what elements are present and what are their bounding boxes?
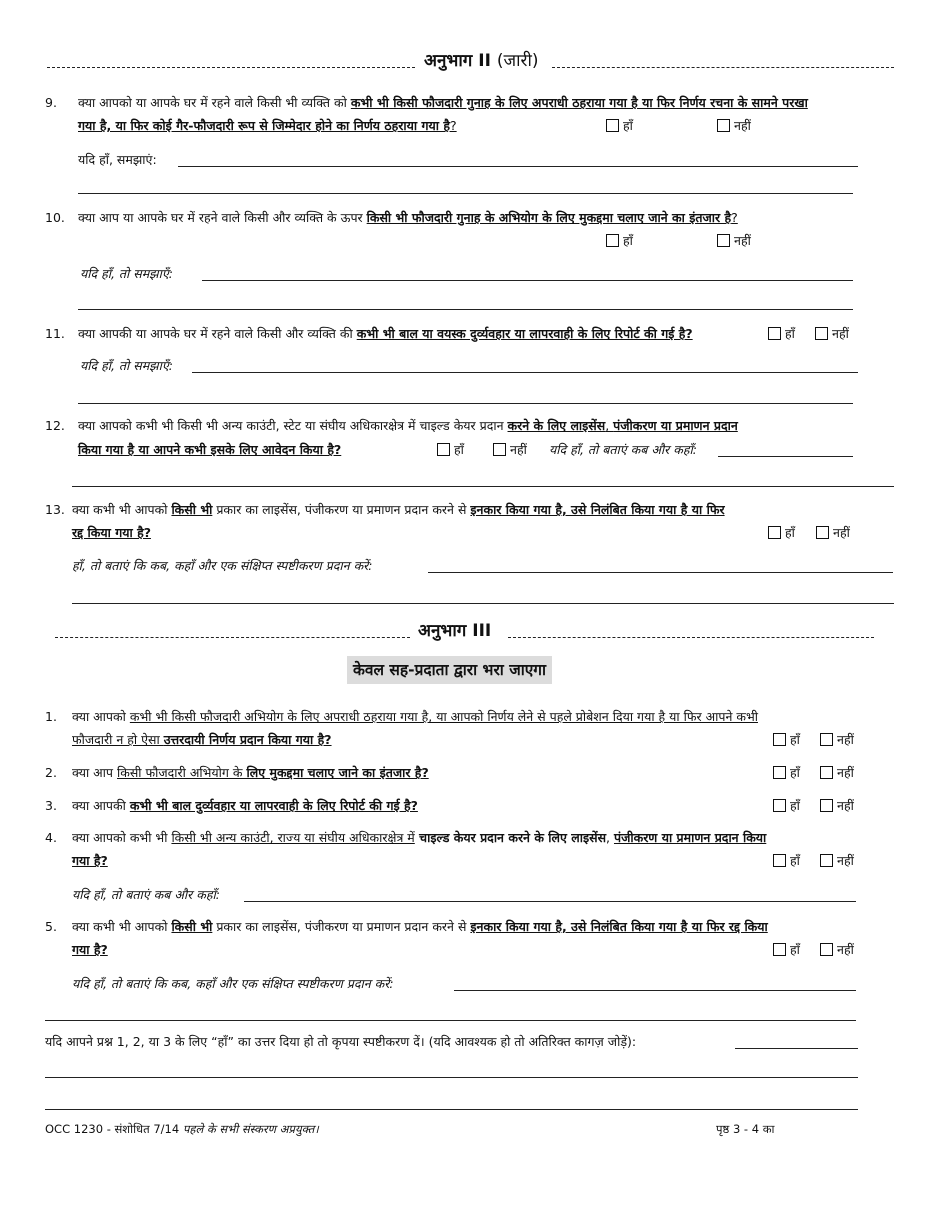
q10-number: 10. xyxy=(45,210,65,225)
s3q1-yes-label: हाँ xyxy=(790,732,800,747)
q13-text-line1 xyxy=(72,501,725,519)
s3q3-no-label: नहीं xyxy=(837,798,854,813)
q13-text-bold3: रद्द किया गया है? xyxy=(72,525,151,540)
q9-explain-line1[interactable] xyxy=(178,166,858,167)
q12-yes-checkbox[interactable] xyxy=(437,443,450,456)
s3q2-text-underlined: किसी फौजदारी अभियोग के xyxy=(117,765,247,780)
s3q5-text-line1 xyxy=(72,918,768,936)
section3-title-text: अनुभाग III xyxy=(418,621,492,641)
q11-yes-option[interactable] xyxy=(768,325,795,343)
q10-yes-option[interactable] xyxy=(606,232,633,250)
s3q4-text-underlined: किसी भी अन्य काउंटी, राज्य या संघीय अधिकारक्षेत्र में xyxy=(171,830,415,845)
q11-explain-label: यदि हाँ, तो समझाएँ: xyxy=(80,358,173,373)
s3q4-explain-label: यदि हाँ, तो बताएं कब और कहाँ: xyxy=(72,887,220,902)
q11-text-plain: क्या आपकी या आपके घर में रहने वाले किसी और व्यक्ति की xyxy=(78,326,357,341)
section3-divider-right xyxy=(508,637,874,638)
s3q5-number: 5. xyxy=(45,919,57,934)
q10-explain-line2[interactable] xyxy=(78,309,853,310)
q12-text-bold2: पंजीकरण या प्रमाणन प्रदान xyxy=(613,418,738,433)
q9-explain-line2[interactable] xyxy=(78,193,853,194)
s3q2-text-bold: लिए मुकद्दमा चलाए जाने का इंतजार है? xyxy=(246,765,429,780)
section2-divider-right xyxy=(552,67,894,68)
s3q3-text-bold: कभी भी बाल दुर्व्यवहार या लापरवाही के लिए रिपोर्ट की गई है? xyxy=(129,798,418,813)
q11-text-bold: कभी भी बाल या वयस्क दुर्व्यवहार या लापरवाही के लिए रिपोर्ट की गई है? xyxy=(356,326,693,341)
q13-no-option[interactable] xyxy=(816,524,850,542)
s3q4-yes-label: हाँ xyxy=(790,853,800,868)
q9-text-bold1: कभी भी किसी फौजदारी गुनाह के लिए अपराधी ठहराया गया है या फिर निर्णय रचना के सामने परखा xyxy=(350,95,808,110)
q13-text-bold2: इनकार किया गया है, उसे निलंबित किया गया है या फिर xyxy=(470,502,725,517)
q11-no-option[interactable] xyxy=(815,325,849,343)
s3q1-text-line1 xyxy=(72,708,758,726)
s3q5-no-checkbox[interactable] xyxy=(820,943,833,956)
s3q3-number: 3. xyxy=(45,798,57,813)
q9-text-bold2: गया है, या फिर कोई गैर-फौजदारी रूप से जिम्मेदार होने का निर्णय ठहराया गया है xyxy=(78,118,450,133)
q12-no-option[interactable] xyxy=(493,441,527,459)
s3q5-no-label: नहीं xyxy=(837,942,854,957)
footer-form-code: OCC 1230 - संशोधित 7/14 xyxy=(45,1122,180,1136)
s3q2-yes-label: हाँ xyxy=(790,765,800,780)
s3q4-explain-line1[interactable] xyxy=(244,901,856,902)
s3q1-no-option[interactable] xyxy=(820,731,854,749)
s3q1-text-underlined: कभी भी किसी फौजदारी अभियोग के लिए अपराधी ठहराया गया है, या आपको निर्णय लेने से पहले प्रोबेशन दिया गया है या फिर आपने कभी xyxy=(129,709,758,724)
s3q5-explain-line1[interactable] xyxy=(454,990,856,991)
s3q4-text-comma: , xyxy=(606,830,614,845)
section2-divider-left xyxy=(47,67,415,68)
s3q1-text-plain: क्या आपको xyxy=(72,709,130,724)
q10-text-plain: क्या आप या आपके घर में रहने वाले किसी और व्यक्ति के ऊपर xyxy=(78,210,367,225)
s3q2-text-plain: क्या आप xyxy=(72,765,117,780)
s3q5-explain-line2[interactable] xyxy=(45,1020,856,1021)
s3q4-no-label: नहीं xyxy=(837,853,854,868)
q12-text-comma: , xyxy=(605,418,614,433)
q13-explain-label: हाँ, तो बताएं कि कब, कहाँ और एक संक्षिप्त स्पष्टीकरण प्रदान करें: xyxy=(72,558,373,573)
s3q4-text-bold1: चाइल्ड केयर प्रदान करने के लिए लाइसेंस xyxy=(414,830,607,845)
s3q1-yes-checkbox[interactable] xyxy=(773,733,786,746)
q12-number: 12. xyxy=(45,418,65,433)
section2-title-text: अनुभाग II xyxy=(424,51,491,71)
footer-form-id xyxy=(45,1120,319,1138)
s3q4-text-line2 xyxy=(72,852,108,870)
footer-note: पहले के सभी संस्करण अप्रयुक्त। xyxy=(182,1122,319,1136)
s3q1-number: 1. xyxy=(45,709,57,724)
q9-explain-label: यदि हाँ, समझाएं: xyxy=(78,152,157,167)
section3-banner: केवल सह-प्रदाता द्वारा भरा जाएगा xyxy=(347,656,552,684)
q12-text-bold1: करने के लिए लाइसेंस xyxy=(507,418,606,433)
q13-explain-line2[interactable] xyxy=(72,603,894,604)
q11-yes-checkbox[interactable] xyxy=(768,327,781,340)
section2-title xyxy=(418,50,544,72)
q11-text-line1 xyxy=(78,325,693,343)
s3q2-number: 2. xyxy=(45,765,57,780)
q9-no-label: नहीं xyxy=(734,118,751,133)
s3q3-yes-option[interactable] xyxy=(773,797,800,815)
s3q3-no-option[interactable] xyxy=(820,797,854,815)
q12-text-line1 xyxy=(78,417,738,435)
q13-no-label: नहीं xyxy=(833,525,850,540)
q11-explain-line2[interactable] xyxy=(78,403,853,404)
q10-yes-label: हाँ xyxy=(623,233,633,248)
q10-no-checkbox[interactable] xyxy=(717,234,730,247)
q11-number: 11. xyxy=(45,326,65,341)
q9-number: 9. xyxy=(45,95,57,110)
q12-explain-line2[interactable] xyxy=(72,486,894,487)
s3q5-yes-label: हाँ xyxy=(790,942,800,957)
q10-explain-line1[interactable] xyxy=(202,280,853,281)
q12-text-plain: क्या आपको कभी भी किसी भी अन्य काउंटी, स्टेट या संघीय अधिकारक्षेत्र में चाइल्ड केयर प्रदान xyxy=(78,418,508,433)
closing-explain-line1[interactable] xyxy=(735,1048,858,1049)
s3q4-text-bold3: गया है? xyxy=(72,853,108,868)
q13-number: 13. xyxy=(45,502,65,517)
s3q5-no-option[interactable] xyxy=(820,941,854,959)
section2-continued: (जारी) xyxy=(496,51,539,71)
s3q3-yes-label: हाँ xyxy=(790,798,800,813)
q12-text-bold3: किया गया है या आपने कभी इसके लिए आवेदन किया है? xyxy=(78,442,342,457)
q10-no-option[interactable] xyxy=(717,232,751,250)
s3q5-yes-checkbox[interactable] xyxy=(773,943,786,956)
s3q3-no-checkbox[interactable] xyxy=(820,799,833,812)
q11-no-label: नहीं xyxy=(832,326,849,341)
s3q4-no-checkbox[interactable] xyxy=(820,854,833,867)
q12-no-label: नहीं xyxy=(510,442,527,457)
q13-yes-option[interactable] xyxy=(768,524,795,542)
s3q1-text-underlined2: फौजदारी न हो ऐसा xyxy=(72,732,164,747)
q9-no-option[interactable] xyxy=(717,117,751,135)
q13-text-plain: क्या कभी भी आपको xyxy=(72,502,172,517)
s3q5-text-plain: क्या कभी भी आपको xyxy=(72,919,172,934)
q10-text-line1 xyxy=(78,209,738,227)
s3q5-text-bold1: किसी भी xyxy=(171,919,213,934)
s3q4-yes-option[interactable] xyxy=(773,852,800,870)
s3q5-text-bold2: इनकार किया गया है, उसे निलंबित किया गया है या फिर रद्द किया xyxy=(470,919,768,934)
s3q3-text-line1 xyxy=(72,797,418,815)
s3q2-no-checkbox[interactable] xyxy=(820,766,833,779)
q11-explain-line1[interactable] xyxy=(192,372,858,373)
q10-text-bold: किसी भी फौजदारी गुनाह के अभियोग के लिए मुकद्दमा चलाए जाने का इंतजार है xyxy=(366,210,732,225)
s3q1-yes-option[interactable] xyxy=(773,731,800,749)
s3q2-yes-option[interactable] xyxy=(773,764,800,782)
s3q3-yes-checkbox[interactable] xyxy=(773,799,786,812)
q13-explain-line1[interactable] xyxy=(428,572,893,573)
s3q4-number: 4. xyxy=(45,830,57,845)
q13-text-line2 xyxy=(72,524,151,542)
q9-text-line1 xyxy=(78,94,808,112)
closing-explain-line3[interactable] xyxy=(45,1109,858,1110)
q13-yes-label: हाँ xyxy=(785,525,795,540)
closing-explain-label: यदि आपने प्रश्न 1, 2, या 3 के लिए “हाँ” का उत्तर दिया हो तो कृपया स्पष्टीकरण दें। (यदि आवश्यक हो तो अतिरिक्त कागज़ जोड़ें): xyxy=(45,1034,637,1049)
s3q5-text-mid: प्रकार का लाइसेंस, पंजीकरण या प्रमाणन प्रदान करने से xyxy=(212,919,471,934)
footer-page-number: पृष्ठ 3 - 4 का xyxy=(716,1122,775,1136)
s3q2-text-line1 xyxy=(72,764,429,782)
s3q4-text-bold2: पंजीकरण या प्रमाणन प्रदान किया xyxy=(613,830,767,845)
s3q1-no-checkbox[interactable] xyxy=(820,733,833,746)
s3q5-text-line2 xyxy=(72,941,108,959)
q9-yes-option[interactable] xyxy=(606,117,633,135)
q13-text-bold1: किसी भी xyxy=(171,502,213,517)
s3q4-no-option[interactable] xyxy=(820,852,854,870)
q11-yes-label: हाँ xyxy=(785,326,795,341)
s3q4-text-line1 xyxy=(72,829,766,847)
s3q1-text-line2 xyxy=(72,731,332,749)
q9-text-plain: क्या आपको या आपके घर में रहने वाले किसी भी व्यक्ति को xyxy=(78,95,351,110)
q9-no-checkbox[interactable] xyxy=(717,119,730,132)
s3q4-text-plain: क्या आपको कभी भी xyxy=(72,830,172,845)
s3q3-text-plain: क्या आपकी xyxy=(72,798,130,813)
q12-text-line2 xyxy=(78,441,341,459)
q12-yes-label: हाँ xyxy=(454,442,464,457)
closing-explain-line2[interactable] xyxy=(45,1077,858,1078)
s3q4-yes-checkbox[interactable] xyxy=(773,854,786,867)
s3q2-yes-checkbox[interactable] xyxy=(773,766,786,779)
q9-yes-label: हाँ xyxy=(623,118,633,133)
s3q1-text-bold: उत्तरदायी निर्णय प्रदान किया गया है? xyxy=(163,732,332,747)
q12-no-checkbox[interactable] xyxy=(493,443,506,456)
s3q5-text-bold3: गया है? xyxy=(72,942,108,957)
section3-title xyxy=(412,620,497,642)
section3-divider-left xyxy=(55,637,410,638)
s3q2-no-option[interactable] xyxy=(820,764,854,782)
q10-text-end: ? xyxy=(731,210,738,225)
q13-no-checkbox[interactable] xyxy=(816,526,829,539)
q9-text-end: ? xyxy=(450,118,457,133)
q12-explain-line1[interactable] xyxy=(718,456,853,457)
q9-yes-checkbox[interactable] xyxy=(606,119,619,132)
q12-explain-label: यदि हाँ, तो बताएं कब और कहाँ: xyxy=(549,442,697,457)
q11-no-checkbox[interactable] xyxy=(815,327,828,340)
q13-yes-checkbox[interactable] xyxy=(768,526,781,539)
q12-yes-option[interactable] xyxy=(437,441,464,459)
q10-explain-label: यदि हाँ, तो समझाएँ: xyxy=(80,266,173,281)
q10-no-label: नहीं xyxy=(734,233,751,248)
q9-text-line2 xyxy=(78,117,457,135)
s3q1-no-label: नहीं xyxy=(837,732,854,747)
q10-yes-checkbox[interactable] xyxy=(606,234,619,247)
s3q5-yes-option[interactable] xyxy=(773,941,800,959)
s3q2-no-label: नहीं xyxy=(837,765,854,780)
q13-text-mid: प्रकार का लाइसेंस, पंजीकरण या प्रमाणन प्रदान करने से xyxy=(212,502,471,517)
s3q5-explain-label: यदि हाँ, तो बताएं कि कब, कहाँ और एक संक्षिप्त स्पष्टीकरण प्रदान करें: xyxy=(72,976,394,991)
